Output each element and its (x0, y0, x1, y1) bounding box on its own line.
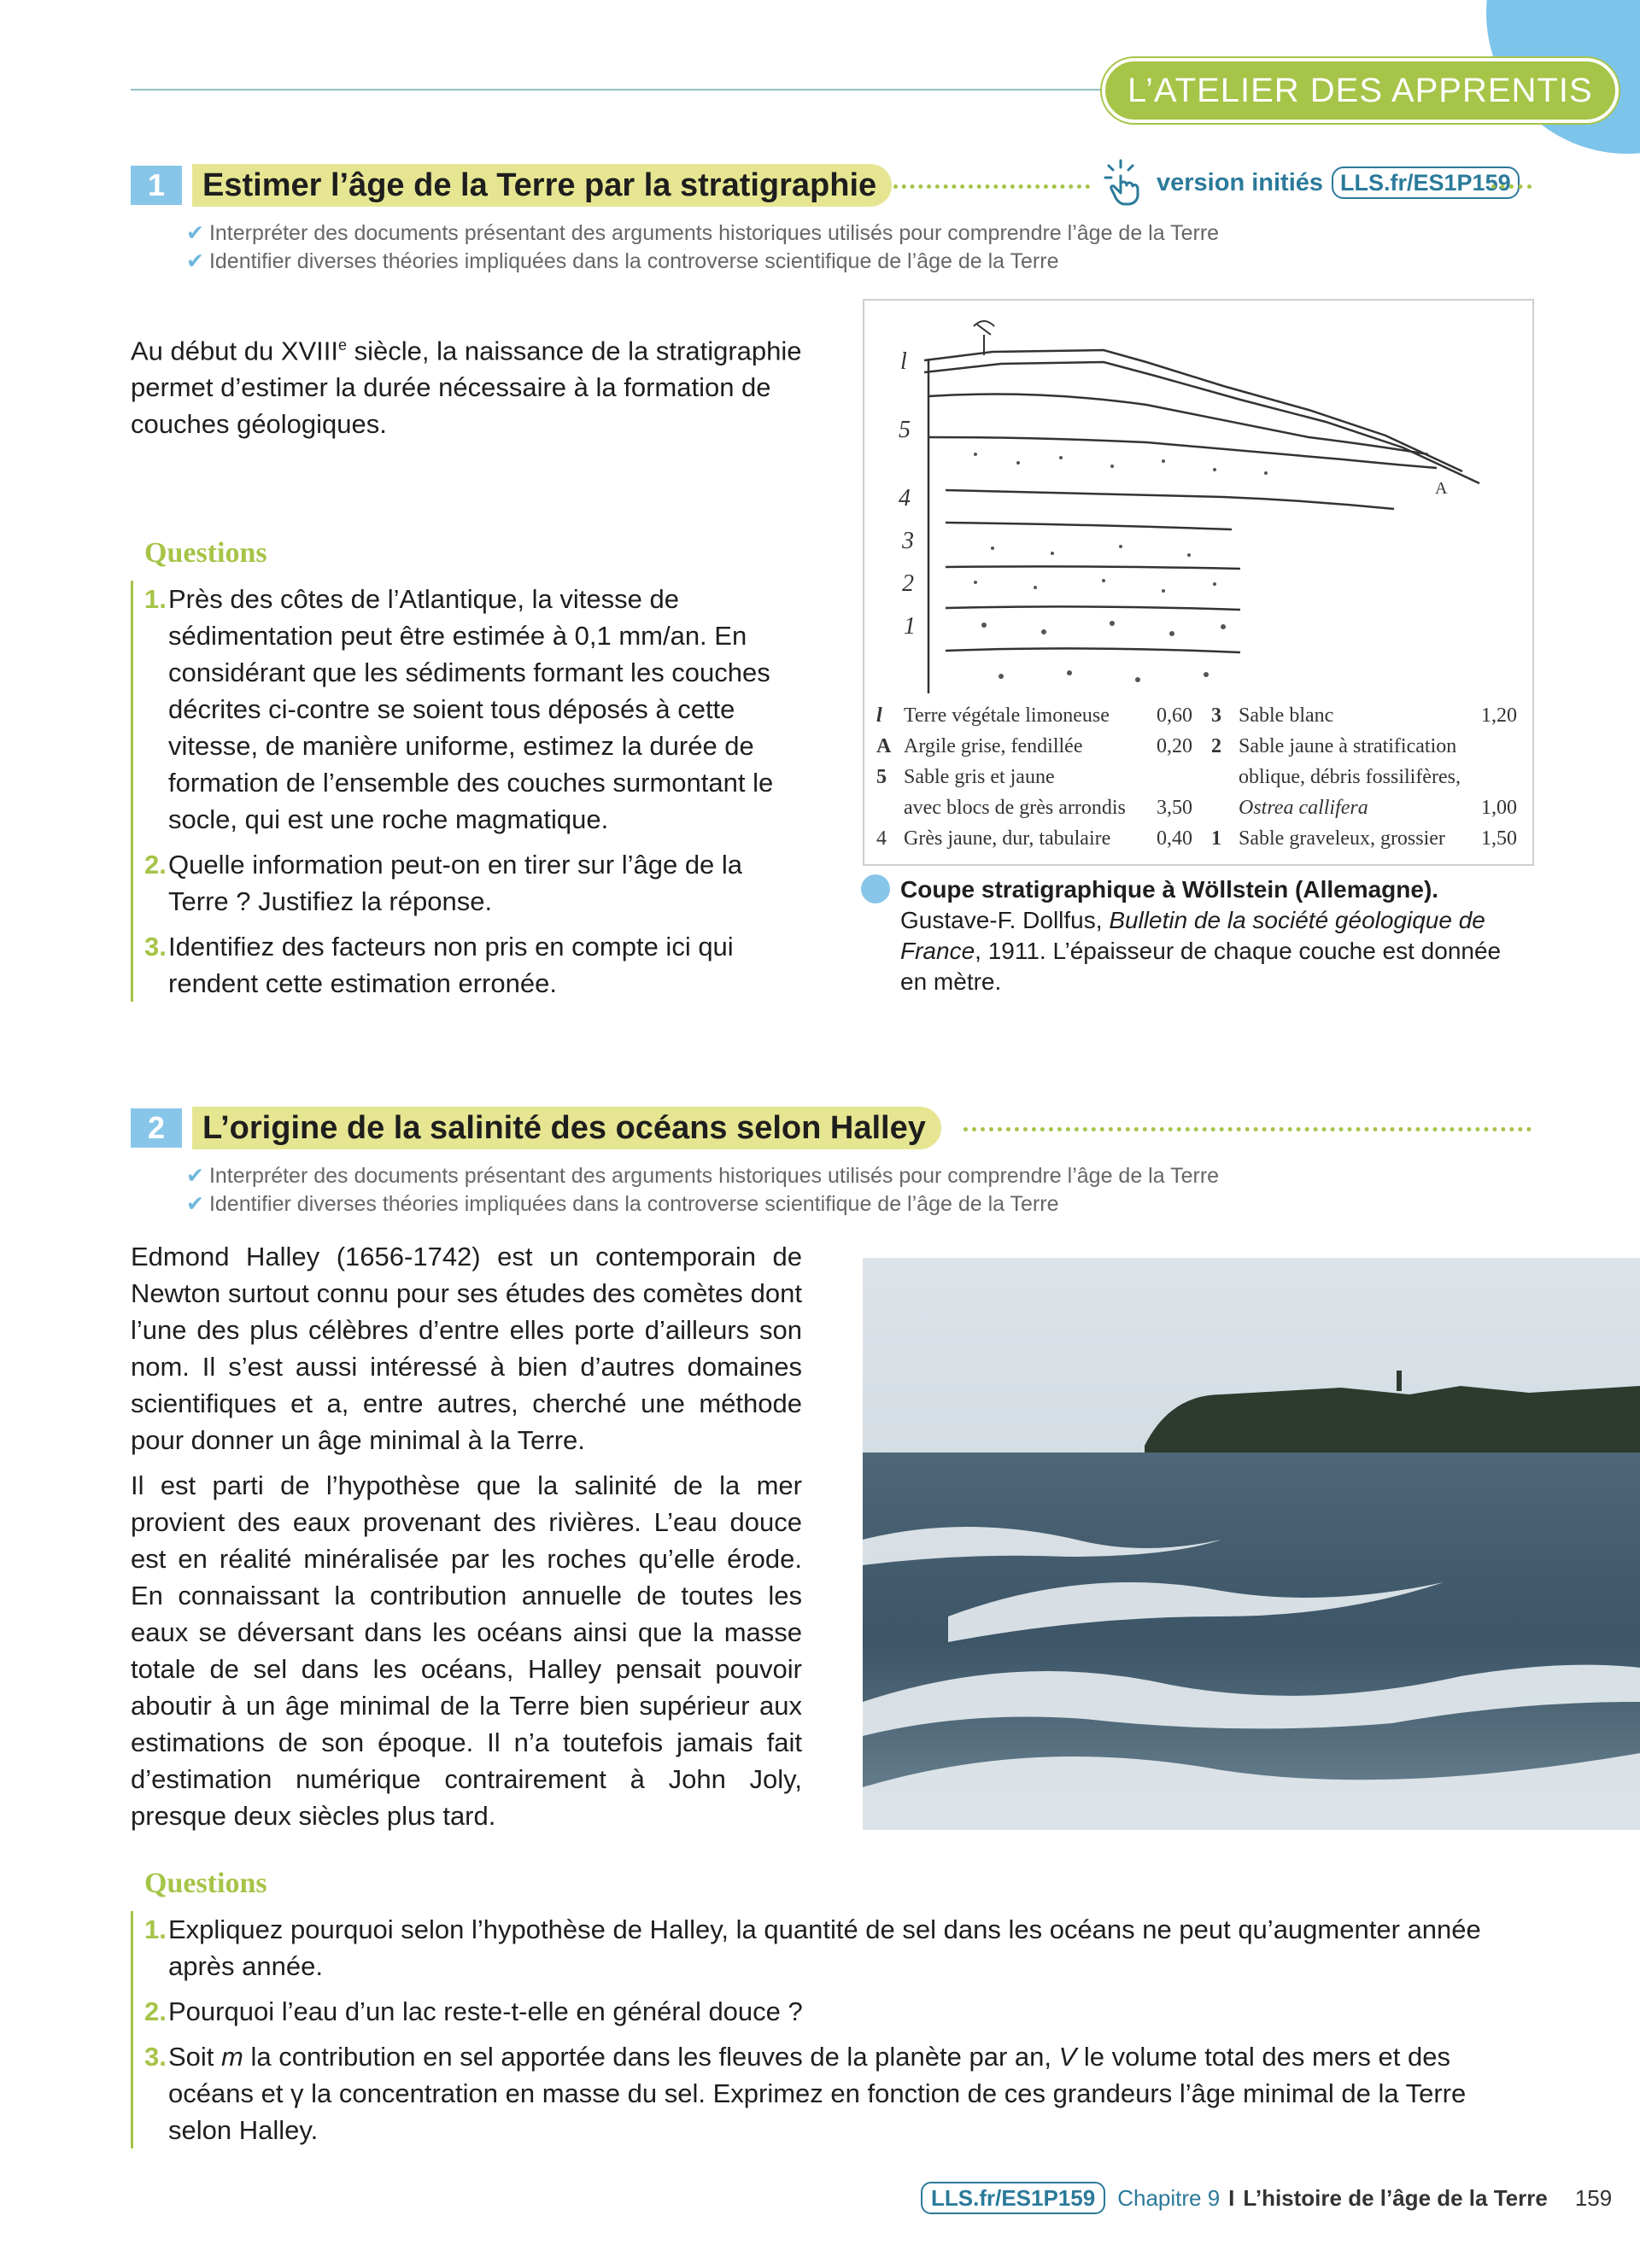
pointer-hand-icon (1100, 157, 1151, 208)
section-1-number: 1 (131, 166, 182, 205)
legend-row: 3 Sable blanc 1,20 (1211, 704, 1517, 727)
body-paragraph: Il est parti de l’hypothèse que la salinité de la mer provient des eaux provenant des rivières. L’eau douce est en réalité minéralisée par les roches qu’elle érode. En connaissant la contribution annuelle de toutes les eaux se déversant dans les océans ainsi que la masse totale de sel dans les océans, Halley pensait pouvoir aboutir à un âge minimal de la Terre bien supérieur aux estimations de son époque. Il n’a toutefois jamais fait d’estimation numérique contrairement à John Joly, presque deux siècles plus tard. (131, 1470, 802, 1831)
footer-link[interactable]: LLS.fr/ES1P159 (921, 2182, 1105, 2214)
layer-label: A (1435, 479, 1448, 498)
question-item: 1. Près des côtes de l’Atlantique, la vitesse de sédimentation peut être estimée à 0,1 mm/an. En considérant que les sédiments formant les couches décrites ci-contre se soient tous déposés à cette vitesse, de manière uniforme, estimez la durée de formation de l’ensemble des couches surmontant le socle, qui est une roche magmatique. (144, 584, 774, 834)
section-2-body (131, 1238, 802, 1843)
checkmark-icon: ✔ (186, 1164, 204, 1188)
objective-item: ✔ Interpréter des documents présentant des arguments historiques utilisés pour comprendre l’âge de la Terre (186, 221, 1220, 245)
legend-row: 4 Grès jaune, dur, tabulaire 0,40 (876, 827, 1192, 850)
checkmark-icon: ✔ (186, 1192, 204, 1216)
section-1-link[interactable]: LLS.fr/ES1P159 (1332, 167, 1520, 199)
dotted-leader-end (1491, 184, 1532, 189)
legend-row: oblique, débris fossilifères, (1239, 766, 1461, 788)
sea-photo-drawing (863, 1258, 1640, 1830)
footer-separator: I (1228, 2184, 1235, 2211)
section-1-header (131, 164, 1532, 207)
question-item: 2. Pourquoi l’eau d’un lac reste-t-elle en général douce ? (144, 1996, 803, 2026)
checkmark-icon: ✔ (186, 249, 204, 273)
chapter-topic: L’histoire de l’âge de la Terre (1243, 2184, 1548, 2211)
version-initiés-label: version initiés (1157, 168, 1324, 196)
section-2-questions (131, 1911, 1523, 2148)
layer-label: l (900, 348, 907, 375)
section-2-questions-title: Questions (144, 1868, 267, 1899)
figure-caption: Coupe stratigraphique à Wöllstein (Allemagne). Gustave-F. Dollfus, Bulletin de la société géologique de France, 1911. L’épaisseur de chaque couche est donnée en mètre. (900, 876, 1502, 995)
header-rule (131, 89, 1104, 91)
body-paragraph: Edmond Halley (1656-1742) est un contemporain de Newton surtout connu pour ses études des comètes dont l’une des plus célèbres d’entre elles porte d’ailleurs son nom. Il s’est aussi intéressé à bien d’autres domaines scientifiques et a, entre autres, cherché une méthode pour donner un âge minimal à la Terre. (131, 1242, 802, 1455)
question-item: 1. Expliquez pourquoi selon l’hypothèse de Halley, la quantité de sel dans les océans ne peut qu’augmenter année après année. (144, 1914, 1481, 1981)
section-1-title: Estimer l’âge de la Terre par la stratigraphie (192, 164, 892, 207)
section-1-intro: Au début du XVIIIe siècle, la naissance de la stratigraphie permet d’estimer la durée nécessaire à la formation de couches géologiques. (131, 336, 802, 440)
objective-item: ✔ Interpréter des documents présentant des arguments historiques utilisés pour comprendre l’âge de la Terre (186, 1164, 1220, 1188)
dotted-leader (893, 184, 1090, 189)
section-1-questions (131, 581, 802, 1002)
section-1-questions-title: Questions (144, 537, 267, 569)
section-2-objectives (186, 1162, 1219, 1219)
checkmark-icon: ✔ (186, 221, 204, 245)
layer-label: 1 (904, 613, 916, 640)
legend-row: 1 Sable graveleux, grossier 1,50 (1211, 827, 1517, 850)
legend-row: 5 Sable gris et jaune (876, 766, 1055, 788)
atelier-banner: L’ATELIER DES APPRENTIS (1102, 58, 1619, 123)
legend-row: avec blocs de grès arrondis 3,50 (904, 797, 1192, 819)
layer-label: 5 (899, 417, 911, 443)
section-1-objectives (186, 219, 1219, 276)
page-footer (921, 2181, 1612, 2215)
layer-label: 3 (902, 528, 914, 554)
page-number: 159 (1574, 2184, 1613, 2211)
section-2-number: 2 (131, 1108, 182, 1148)
stratigraphy-drawing (864, 301, 1536, 697)
caption-marker (861, 874, 890, 903)
objective-item: ✔ Identifier diverses théories impliquées dans la controverse scientifique de l’âge de la Terre (186, 1192, 1059, 1216)
question-item: 3. Soit m la contribution en sel apportée dans les fleuves de la planète par an, V le volume total des mers et des océans et γ la concentration en masse du sel. Exprimez en fonction de ces grandeurs l’âge minimal de la Terre selon Halley. (144, 2042, 1467, 2145)
chapter-label: Chapitre 9 (1117, 2184, 1221, 2211)
legend-row: l Terre végétale limoneuse 0,60 (876, 704, 1192, 727)
sea-photo (863, 1258, 1640, 1830)
legend-row: Ostrea callifera 1,00 (1239, 797, 1517, 819)
question-item: 2. Quelle information peut-on en tirer sur l’âge de la Terre ? Justifiez la réponse. (144, 850, 743, 916)
legend-row: 2 Sable jaune à stratification (1211, 735, 1457, 757)
version-initiés-link[interactable] (1100, 155, 1520, 210)
objective-item: ✔ Identifier diverses théories impliquées dans la controverse scientifique de l’âge de la Terre (186, 249, 1059, 273)
section-2-title: L’origine de la salinité des océans selon Halley (192, 1107, 941, 1149)
layer-label: 4 (899, 485, 911, 511)
layer-label: 2 (902, 570, 914, 597)
section-2-header (131, 1107, 1532, 1149)
legend-row: A Argile grise, fendillée 0,20 (876, 735, 1192, 757)
dotted-leader (964, 1127, 1532, 1131)
question-item: 3. Identifiez des facteurs non pris en compte ici qui rendent cette estimation erronée. (144, 932, 734, 998)
